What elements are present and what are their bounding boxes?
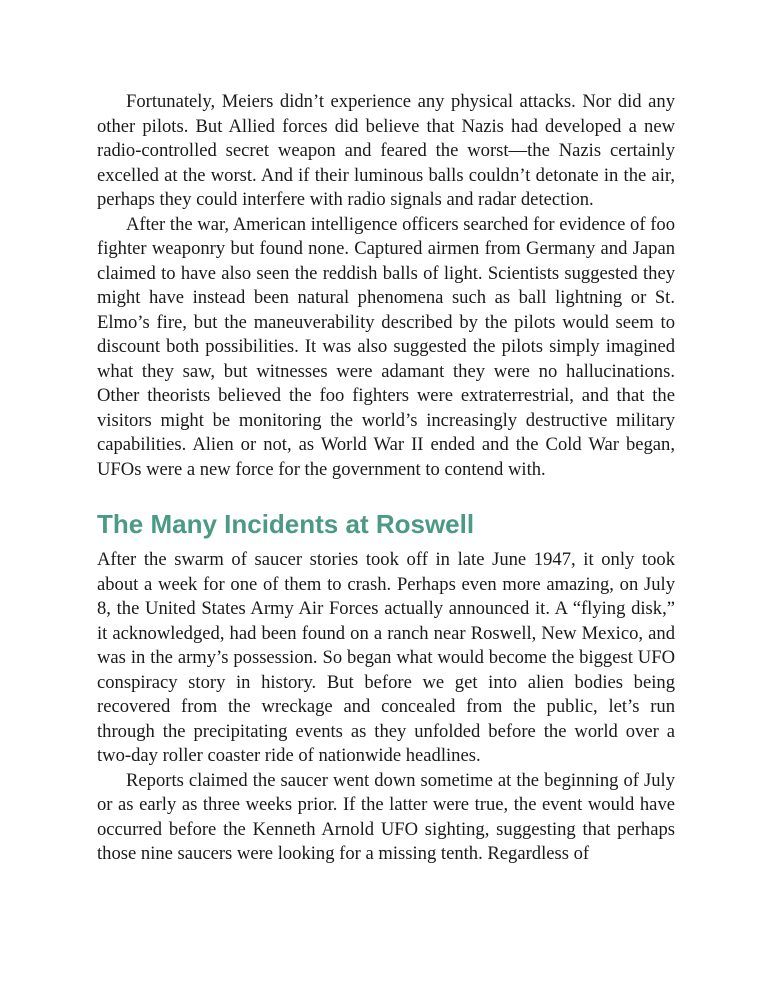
body-paragraph: Fortunately, Meiers didn’t experience any physical attacks. Nor did any other pilots. But Allied forces did believe that Nazis had developed a new radio-controlled secret weapon and feared the worst—the Nazis certainly excelled at the worst. And if their luminous balls couldn’t detonate in the air, perhaps they could interfere with radio signals and radar detection. [97,91,675,210]
body-paragraph: After the swarm of saucer stories took off in late June 1947, it only took about a week for one of them to crash. Perhaps even more amazing, on July 8, the United States Army Air Forces actually announced it. A “flying disk,” it acknowledged, had been found on a ranch near Roswell, New Mexico, and was in the army’s possession. So began what would become the biggest UFO conspiracy story in history. But before we get into alien bodies being recovered from the wreckage and concealed from the public, let’s run through the precipitating events as they unfolded before the world over a two-day roller coaster ride of nationwide headlines. [97,549,675,766]
body-paragraph: After the war, American intelligence officers searched for evidence of foo fighter weaponry but found none. Captured airmen from Germany and Japan claimed to have also seen the reddish balls of light. Scientists suggested they might have instead been natural phenomena such as ball lightning or St. Elmo’s fire, but the maneuverability described by the pilots would seem to discount both possibilities. It was also suggested the pilots simply imagined what they saw, but witnesses were adamant they were no hallucinations. Other theorists believed the foo fighters were extraterrestrial, and that the visitors might be monitoring the world’s increasingly destructive military capabilities. Alien or not, as World War II ended and the Cold War began, UFOs were a new force for the government to contend with. [97,213,675,480]
book-page [97,90,675,867]
body-paragraph: Reports claimed the saucer went down sometime at the beginning of July or as early as three weeks prior. If the latter were true, the event would have occurred before the Kenneth Arnold UFO sighting, suggesting that perhaps those nine saucers were looking for a missing tenth. Regardless of [97,769,675,864]
section-heading: The Many Incidents at Roswell [97,509,475,539]
